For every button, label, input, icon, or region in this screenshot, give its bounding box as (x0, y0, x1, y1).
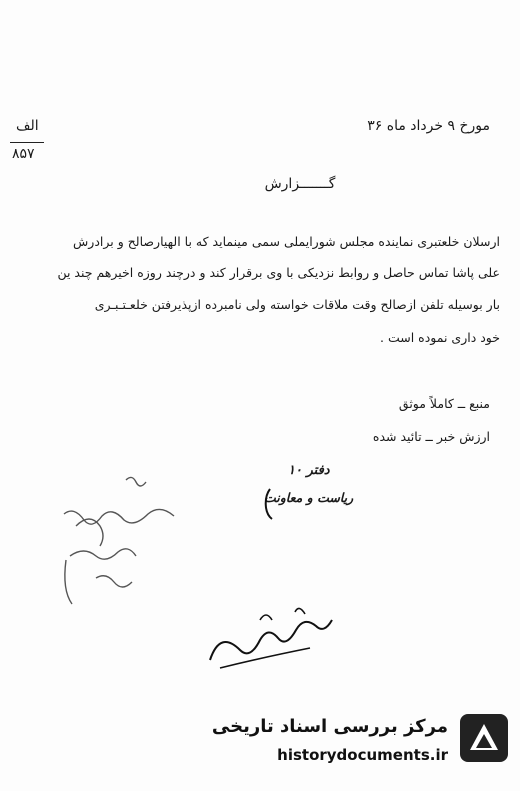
body-line-2: علی پاشا تماس حاصل و روابط نزدیکی با وی برقرار کند و درچند روزه اخیرهم چند ین (57, 265, 500, 280)
date-line: مورخ ۹ خرداد ماه ۳۶ (367, 118, 490, 134)
report-heading (260, 176, 340, 192)
source-line: منبع ــ کاملاً موثق (398, 396, 490, 411)
code-label: الف (16, 118, 39, 134)
value-line: ارزش خبر ــ تائید شده (372, 429, 490, 444)
handwritten-margin-note (56, 470, 186, 620)
body-line-1: ارسلان خلعتبری نماینده مجلس شورایملی سمی مینماید که با الهیارصالح و برادرش (73, 234, 500, 249)
handwritten-bracket-icon (262, 485, 352, 525)
watermark (211, 708, 514, 778)
report-heading-text: گـــــــزارش (264, 176, 336, 192)
signature-scribble (200, 600, 350, 680)
archive-logo-icon (454, 708, 514, 768)
watermark-url[interactable]: historydocuments.ir (277, 746, 448, 764)
code-divider (10, 142, 44, 143)
body-line-4: خود داری نموده است . (380, 330, 500, 345)
handwritten-office-subnote: ریاست و معاونت (264, 490, 354, 505)
handwritten-office-note: دفتر ۱۰ (288, 463, 330, 478)
code-number: ۸۵۷ (12, 146, 35, 162)
watermark-title: مرکز بررسی اسناد تاریخی (211, 716, 448, 737)
body-line-3: بار بوسیله تلفن ازصالح وقت ملاقات خواسته ولی نامبرده ازپذیرفتن خلعـتـبـری (94, 297, 500, 312)
